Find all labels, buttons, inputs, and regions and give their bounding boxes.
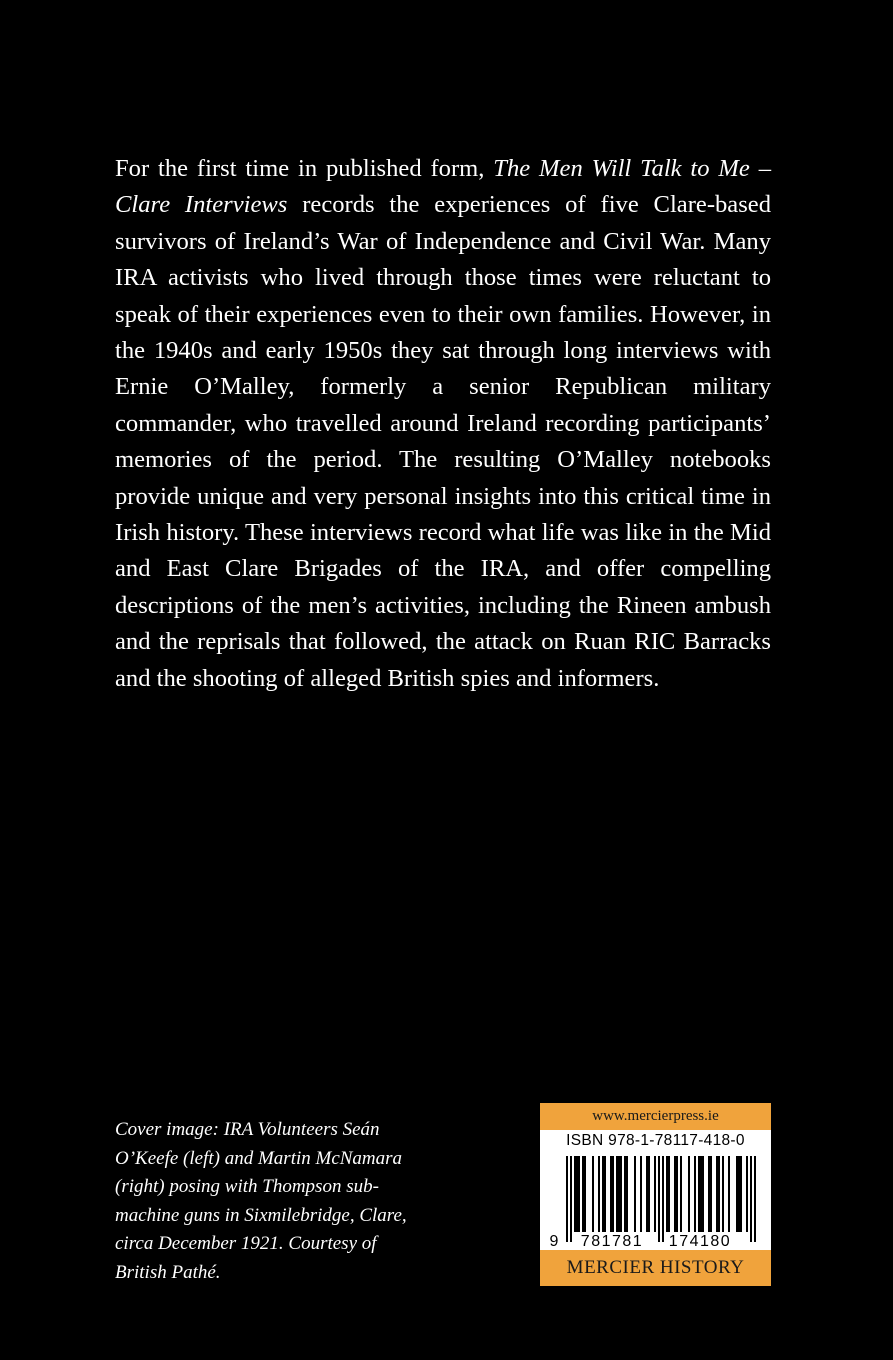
- barcode-bar: [688, 1156, 690, 1232]
- barcode-digits-left: 781781: [580, 1233, 644, 1250]
- barcode-bars: [566, 1156, 756, 1242]
- barcode-bar: [616, 1156, 618, 1232]
- barcode-bar: [602, 1156, 604, 1232]
- barcode-bar: [624, 1156, 626, 1232]
- barcode-bar: [750, 1156, 752, 1242]
- barcode-bar: [666, 1156, 668, 1232]
- book-title: The Men Will Talk to Me – Clare Interviews: [115, 155, 771, 219]
- barcode-bar: [610, 1156, 612, 1232]
- barcode-bar: [738, 1156, 740, 1232]
- barcode-bar: [746, 1156, 748, 1232]
- barcode-bar: [648, 1156, 650, 1232]
- imprint-label: MERCIER HISTORY: [540, 1250, 771, 1286]
- barcode-bar: [716, 1156, 718, 1232]
- barcode-digits-right: 174180: [668, 1233, 732, 1250]
- barcode-bar: [658, 1156, 660, 1242]
- blurb-intro: For the first time in published form,: [115, 155, 494, 182]
- cover-image-caption: Cover image: IRA Volunteers Seán O’Keefe (left) and Martin McNamara (right) posing with Thompson sub-machine guns in Sixmilebridge, Clare, circa December 1921. Courtesy of British Pathé.: [115, 1119, 407, 1283]
- barcode-bar: [654, 1156, 656, 1232]
- barcode-bar: [618, 1156, 620, 1232]
- publisher-website: www.mercierpress.ie: [540, 1103, 771, 1130]
- barcode-bar: [708, 1156, 710, 1232]
- barcode-bar: [674, 1156, 676, 1232]
- barcode-bar: [702, 1156, 704, 1232]
- blurb-paragraph: [115, 151, 771, 697]
- barcode-bar: [700, 1156, 702, 1232]
- blurb-body: records the experiences of five Clare-based survivors of Ireland’s War of Independence and Civil War. Many IRA activists who lived through those times were reluctant to speak of their experiences even to their own families. However, in the 1940s and early 1950s they sat through long interviews with Ernie O’Malley, formerly a senior Republican military commander, who travelled around Ireland recording participants’ memories of the period. The resulting O’Malley notebooks provide unique and very personal insights into this critical time in Irish history. These interviews record what life was like in the Mid and East Clare Brigades of the IRA, and offer compelling descriptions of the men’s activities, including the Rineen ambush and the reprisals that followed, the attack on Ruan RIC Barracks and the shooting of alleged British spies and informers.: [115, 191, 772, 692]
- barcode-bar: [592, 1156, 594, 1232]
- barcode-bar: [722, 1156, 724, 1232]
- barcode-bar: [740, 1156, 742, 1232]
- barcode-bar: [718, 1156, 720, 1232]
- barcode-bar: [576, 1156, 578, 1232]
- barcode-bar: [582, 1156, 584, 1232]
- barcode-bar: [584, 1156, 586, 1232]
- barcode-bar: [640, 1156, 642, 1232]
- barcode-bar: [612, 1156, 614, 1232]
- barcode-bar: [634, 1156, 636, 1232]
- barcode-bar: [676, 1156, 678, 1232]
- barcode-panel: [540, 1103, 771, 1286]
- barcode-bar: [694, 1156, 696, 1232]
- barcode-bar: [680, 1156, 682, 1232]
- barcode-bar: [566, 1156, 568, 1242]
- barcode-bar: [710, 1156, 712, 1232]
- barcode-bar: [578, 1156, 580, 1232]
- barcode-bar: [754, 1156, 756, 1242]
- barcode-bar: [728, 1156, 730, 1232]
- barcode-bar: [620, 1156, 622, 1232]
- barcode-bar: [646, 1156, 648, 1232]
- barcode-bar: [598, 1156, 600, 1232]
- barcode-bar: [626, 1156, 628, 1232]
- barcode-bar: [574, 1156, 576, 1232]
- barcode-bar: [570, 1156, 572, 1242]
- barcode-digit-lead: 9: [549, 1233, 559, 1250]
- barcode-bar: [668, 1156, 670, 1232]
- isbn-barcode: [540, 1152, 771, 1250]
- barcode-bar: [736, 1156, 738, 1232]
- isbn-label: ISBN 978-1-78117-418-0: [566, 1132, 745, 1149]
- barcode-bar: [698, 1156, 700, 1232]
- barcode-bar: [662, 1156, 664, 1242]
- barcode-bar: [604, 1156, 606, 1232]
- back-cover-blurb: [115, 151, 771, 697]
